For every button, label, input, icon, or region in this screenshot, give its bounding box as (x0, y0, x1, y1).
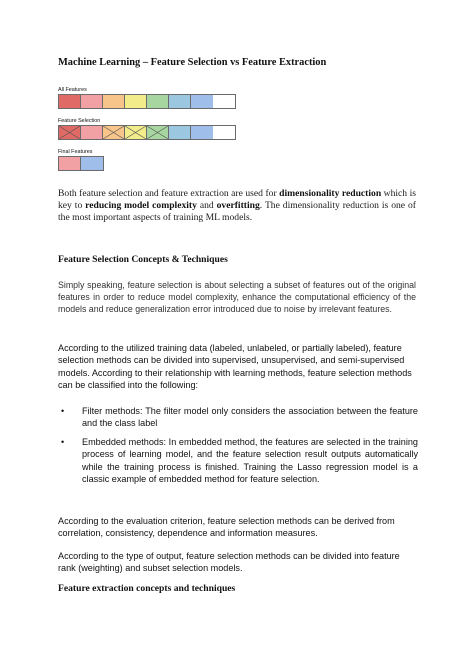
feature-cell (169, 126, 191, 139)
intro-text-2: which is key to (58, 188, 416, 211)
document-title: Machine Learning – Feature Selection vs Feature Extraction (58, 57, 327, 68)
list-item-text: Filter methods: The filter model only considers the association between the feature and the class label (82, 406, 418, 429)
section-heading-selection: Feature Selection Concepts & Techniques (58, 254, 228, 265)
intro-bold-overfitting: overfitting (216, 200, 260, 211)
final-features-bar (58, 156, 104, 171)
list-item (58, 405, 418, 430)
section-heading-extraction: Feature extraction concepts and techniques (58, 583, 236, 594)
intro-bold-complexity: reducing model complexity (85, 200, 197, 211)
feature-cell (147, 126, 169, 139)
feature-cell (125, 95, 147, 108)
all-features-bar (58, 94, 236, 109)
cross-icon (59, 126, 80, 139)
intro-paragraph (58, 188, 416, 224)
feature-selection-bar (58, 125, 236, 140)
intro-text-3: and (196, 200, 217, 211)
feature-selection-label: Feature Selection (58, 118, 101, 124)
feature-cell (81, 95, 103, 108)
feature-cell (103, 95, 125, 108)
all-features-label: All Features (58, 87, 87, 93)
list-item (58, 436, 418, 486)
feature-cell (81, 126, 103, 139)
feature-figure (58, 86, 238, 179)
feature-cell (169, 95, 191, 108)
bullet-icon: • (61, 406, 65, 416)
feature-cell (103, 126, 125, 139)
intro-text-4: . The dimensionality reduction is one of the most important aspects of training ML models. (58, 200, 416, 223)
intro-bold-dimensionality: dimensionality reduction (279, 188, 382, 199)
feature-cell (191, 95, 213, 108)
training-data-paragraph: According to the utilized training data (labeled, unlabeled, or partially labeled), feature selection methods can be divided into supervised, unsupervised, and semi-supervised models. According to their relationship with learning methods, feature selection methods can be classified into the following: (58, 343, 412, 391)
intro-text-1: Both feature selection and feature extraction are used for (58, 188, 280, 199)
final-features-label: Final Features (58, 149, 93, 155)
cross-icon (147, 126, 168, 139)
output-type-paragraph: According to the type of output, feature selection methods can be divided into feature rank (weighting) and subset selection models. (58, 551, 400, 574)
feature-cell (59, 126, 81, 139)
evaluation-paragraph: According to the evaluation criterion, feature selection methods can be derived from correlation, consistency, dependence and information measures. (58, 516, 395, 539)
cross-icon (125, 126, 146, 139)
feature-cell (59, 157, 81, 170)
feature-cell (81, 157, 103, 170)
feature-cell (147, 95, 169, 108)
selection-paragraph: Simply speaking, feature selection is about selecting a subset of features out of the original features in order to reduce model complexity, enhance the computational efficiency of the models and reduce generalization error introduced due to noise by irrelevant features. (58, 280, 416, 315)
cross-icon (103, 126, 124, 139)
feature-cell (125, 126, 147, 139)
feature-cell (191, 126, 213, 139)
bullet-icon: • (61, 436, 65, 447)
methods-list (58, 405, 418, 491)
list-item-text: Embedded methods: In embedded method, the features are selected in the training process of learning model, and the feature selection result outputs automatically while the training process is finished. Training the Lasso regression model is a classic example of embedded method for feature selection. (82, 436, 418, 485)
feature-cell (59, 95, 81, 108)
